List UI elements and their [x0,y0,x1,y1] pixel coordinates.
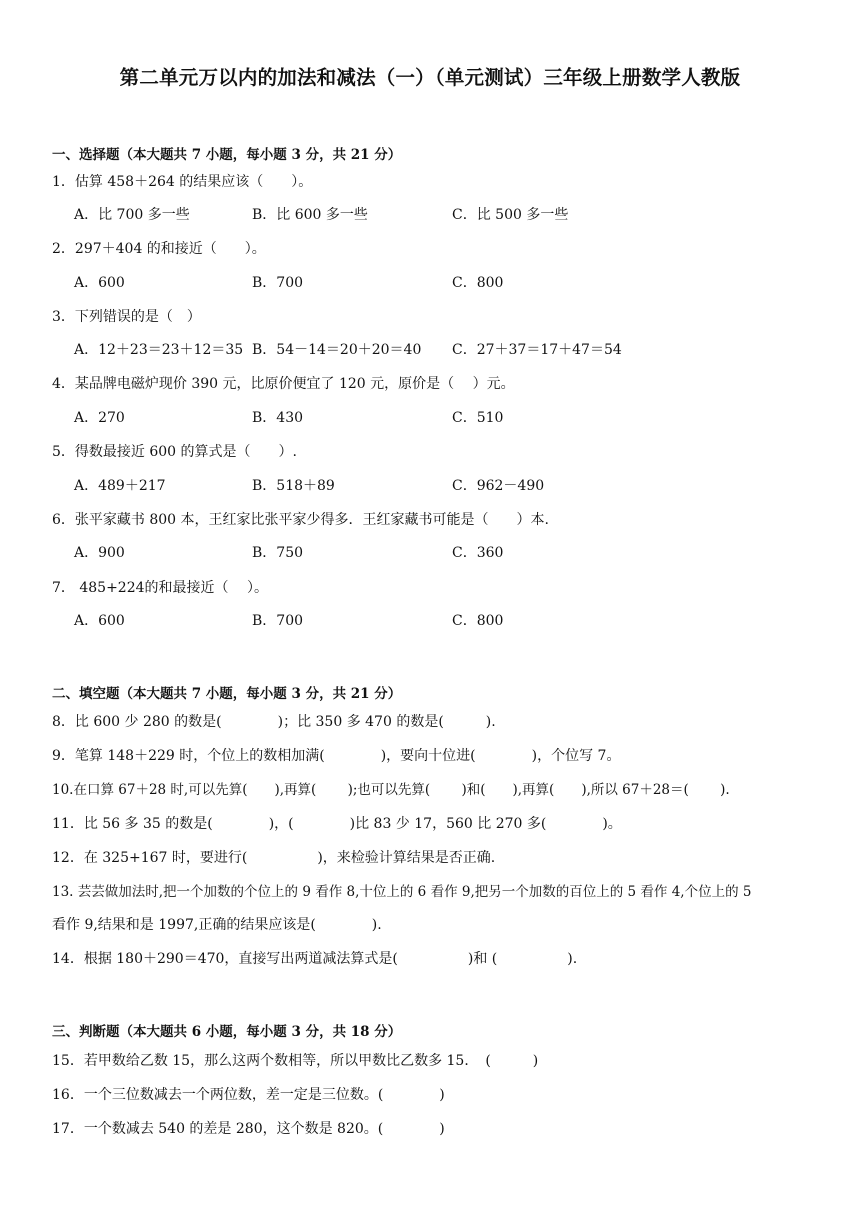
option-a: A．比 700 多一些 [74,207,190,223]
question-16: 16．一个三位数减去一个两位数，差一定是三位数。( ) [52,1087,445,1103]
option-b: B．700 [252,613,304,629]
question-9: 9．笔算 148＋229 时，个位上的数相加满( )，要向十位进( )，个位写 7。 [52,748,621,764]
question-14: 14．根据 180＋290＝470，直接写出两道减法算式是( )和 ( ). [52,951,578,967]
question-5: 5．得数最接近 600 的算式是（ ）. [52,444,297,460]
option-b: B．750 [252,545,304,561]
options-q1 [74,205,774,225]
option-a: A．270 [74,410,125,426]
question-13-continued: 看作 9,结果和是 1997,正确的结果应该是( ). [52,917,382,933]
question-10: 10.在口算 67＋28 时,可以先算( ),再算( );也可以先算( )和( ),再算( ),所以 67＋28＝( ). [52,782,730,798]
question-8: 8．比 600 少 280 的数是( )；比 350 多 470 的数是( ). [52,714,496,730]
options-q6 [74,543,774,563]
option-a: A．12＋23＝23＋12＝35 [74,342,244,358]
options-q2 [74,273,774,293]
option-a: A．900 [74,545,125,561]
question-6: 6．张平家藏书 800 本，王红家比张平家少得多．王红家藏书可能是（ ）本. [52,512,549,528]
options-q7 [74,611,774,631]
question-12: 12．在 325+167 时，要进行( )，来检验计算结果是否正确. [52,850,496,866]
question-11: 11．比 56 多 35 的数是( )，( )比 83 少 17，560 比 270 多( )。 [52,816,622,832]
question-3: 3．下列错误的是（ ） [52,309,201,325]
option-c: C．800 [452,275,504,291]
question-7: 7． 485+224的和最接近（ ）。 [52,580,268,596]
question-4: 4．某品牌电磁炉现价 390 元，比原价便宜了 120 元，原价是（ ）元。 [52,376,515,392]
section-heading-judge: 三、判断题（本大题共 6 小题，每小题 3 分，共 18 分） [52,1024,402,1040]
section-heading-fill: 二、填空题（本大题共 7 小题，每小题 3 分，共 21 分） [52,686,402,702]
option-c: C．比 500 多一些 [452,207,569,223]
section-heading-choice: 一、选择题（本大题共 7 小题，每小题 3 分，共 21 分） [52,147,402,163]
option-c: C．962－490 [452,478,545,494]
page-title: 第二单元万以内的加法和减法（一）（单元测试）三年级上册数学人教版 [119,66,741,89]
question-13: 13. 芸芸做加法时,把一个加数的个位上的 9 看作 8,十位上的 6 看作 9,把另一个加数的百位上的 5 看作 4,个位上的 5 [52,884,752,900]
question-17: 17．一个数减去 540 的差是 280，这个数是 820。( ) [52,1121,445,1137]
option-c: C．360 [452,545,504,561]
option-b: B．518＋89 [252,478,335,494]
option-c: C．800 [452,613,504,629]
option-b: B．54－14＝20＋20＝40 [252,342,422,358]
question-15: 15．若甲数给乙数 15，那么这两个数相等，所以甲数比乙数多 15． ( ) [52,1053,539,1069]
option-a: A．489＋217 [74,478,166,494]
question-2: 2．297＋404 的和接近（ ）。 [52,241,266,257]
option-b: B．700 [252,275,304,291]
option-a: A．600 [74,613,125,629]
option-c: C．510 [452,410,504,426]
option-b: B．430 [252,410,304,426]
options-q5 [74,476,774,496]
options-q3 [74,340,774,360]
option-b: B．比 600 多一些 [252,207,368,223]
option-a: A．600 [74,275,125,291]
question-1: 1．估算 458＋264 的结果应该（ ）。 [52,174,313,190]
option-c: C．27＋37＝17＋47＝54 [452,342,622,358]
options-q4 [74,408,774,428]
